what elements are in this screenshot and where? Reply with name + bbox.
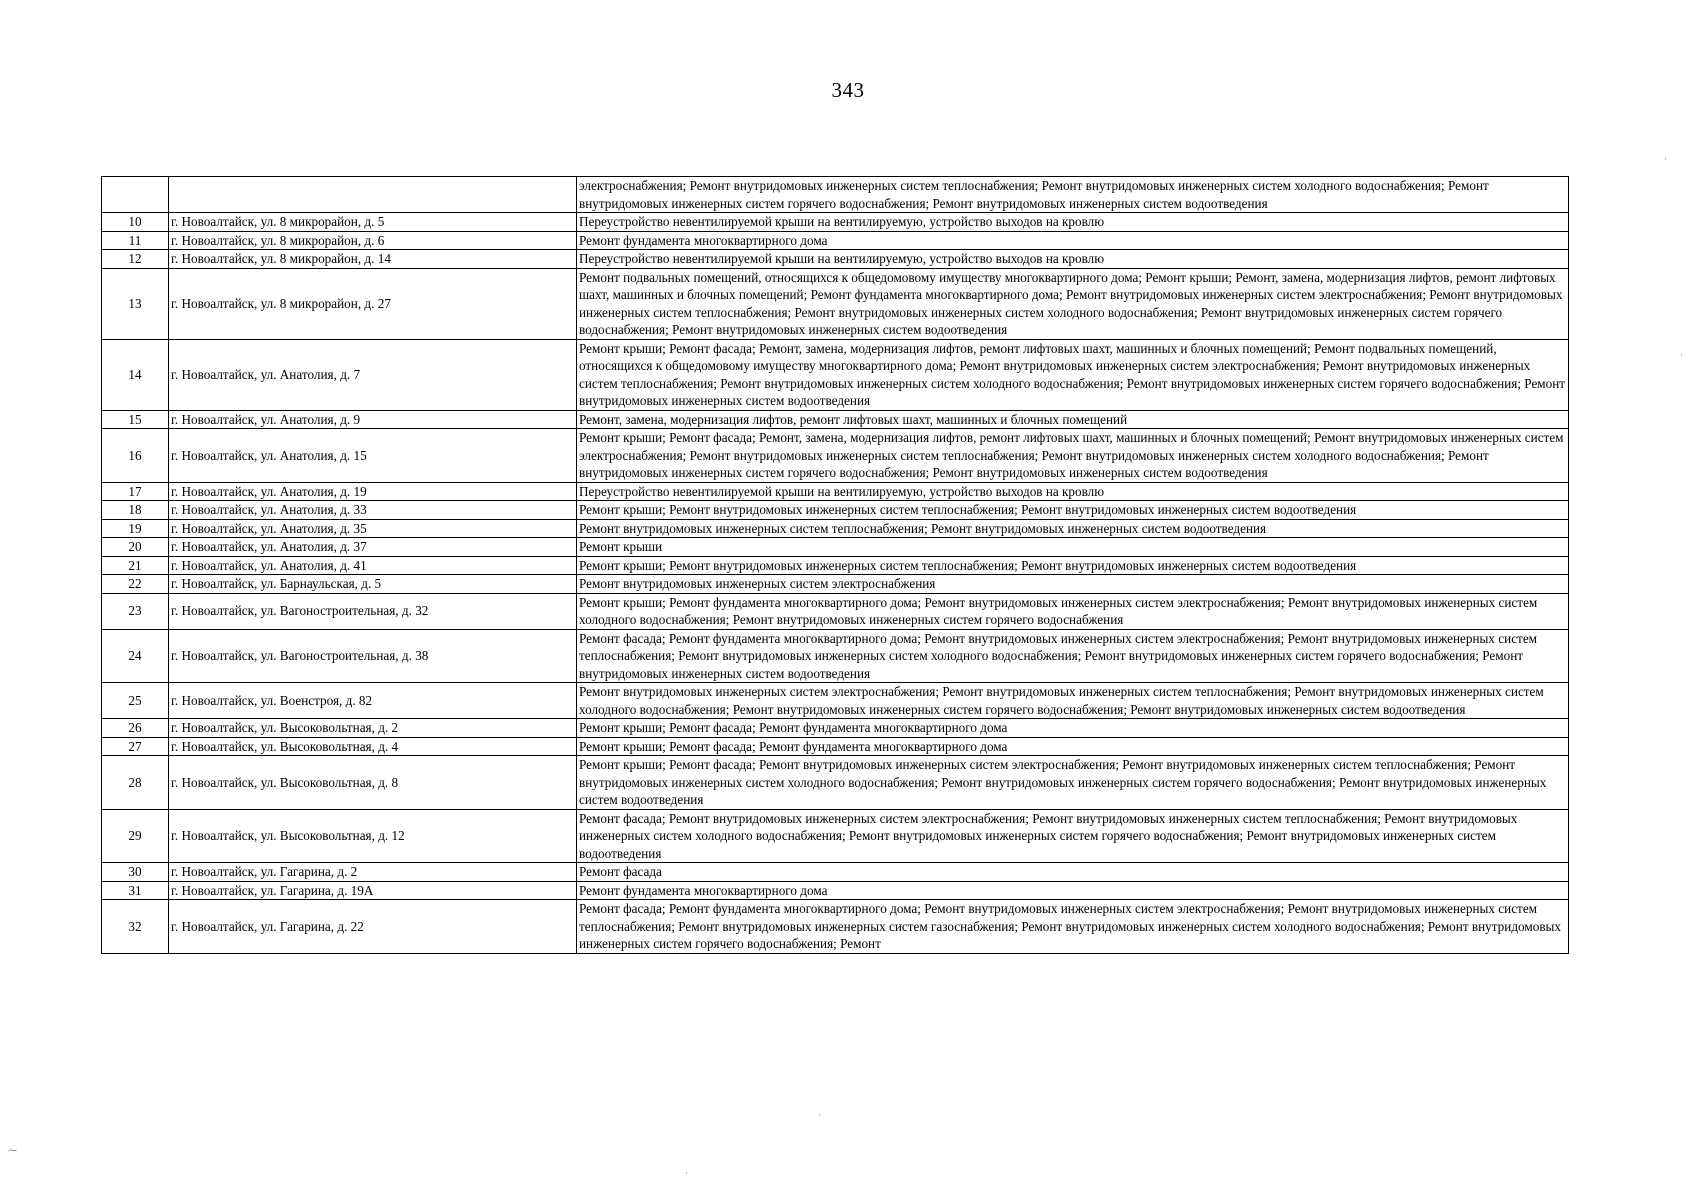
row-number-cell: 24 — [102, 629, 169, 683]
scan-speck: · — [1680, 350, 1683, 360]
address-cell: г. Новоалтайск, ул. Анатолия, д. 19 — [169, 482, 577, 501]
table-row — [102, 429, 1569, 483]
works-cell: Ремонт фасада; Ремонт фундамента многоквартирного дома; Ремонт внутридомовых инженерных систем электроснабжения; Ремонт внутридомовых инженерных систем теплоснабжения; Ремонт внутридомовых инженерных систем холодного водоснабжения; Ремонт внутридомовых инженерных систем горячего водоснабжения; Ремонт внутридомовых инженерных систем водоотведения — [577, 629, 1569, 683]
table-row — [102, 575, 1569, 594]
address-cell: г. Новоалтайск, ул. Гагарина, д. 22 — [169, 900, 577, 954]
row-number-cell: 30 — [102, 863, 169, 882]
table-row — [102, 719, 1569, 738]
address-cell: г. Новоалтайск, ул. 8 микрорайон, д. 14 — [169, 250, 577, 269]
works-cell: Ремонт крыши; Ремонт фасада; Ремонт фундамента многоквартирного дома — [577, 737, 1569, 756]
row-number-cell: 25 — [102, 683, 169, 719]
address-cell: г. Новоалтайск, ул. Высоковольтная, д. 2 — [169, 719, 577, 738]
table-row — [102, 213, 1569, 232]
row-number-cell: 19 — [102, 519, 169, 538]
works-cell: Ремонт крыши; Ремонт фасада; Ремонт, замена, модернизация лифтов, ремонт лифтовых шахт, машинных и блочных помещений; Ремонт внутридомовых инженерных систем электроснабжения; Ремонт внутридомовых инженерных систем теплоснабжения; Ремонт внутридомовых инженерных систем холодного водоснабжения; Ремонт внутридомовых инженерных систем горячего водоснабжения; Ремонт внутридомовых инженерных систем водоотведения — [577, 429, 1569, 483]
row-number-cell: 23 — [102, 593, 169, 629]
works-cell: Ремонт, замена, модернизация лифтов, ремонт лифтовых шахт, машинных и блочных помещений — [577, 410, 1569, 429]
row-number-cell: 28 — [102, 756, 169, 810]
table-row — [102, 268, 1569, 339]
row-number-cell: 26 — [102, 719, 169, 738]
row-number-cell: 32 — [102, 900, 169, 954]
table-row — [102, 683, 1569, 719]
address-cell: г. Новоалтайск, ул. Анатолия, д. 33 — [169, 501, 577, 520]
works-cell: Ремонт внутридомовых инженерных систем электроснабжения; Ремонт внутридомовых инженерных систем теплоснабжения; Ремонт внутридомовых инженерных систем холодного водоснабжения; Ремонт внутридомовых инженерных систем горячего водоснабжения; Ремонт внутридомовых инженерных систем водоотведения — [577, 683, 1569, 719]
table-row — [102, 556, 1569, 575]
works-cell: Ремонт фундамента многоквартирного дома — [577, 231, 1569, 250]
row-number-cell: 11 — [102, 231, 169, 250]
row-number-cell: 10 — [102, 213, 169, 232]
address-cell: г. Новоалтайск, ул. 8 микрорайон, д. 6 — [169, 231, 577, 250]
table-row — [102, 756, 1569, 810]
works-cell: Ремонт крыши; Ремонт внутридомовых инженерных систем теплоснабжения; Ремонт внутридомовых инженерных систем водоотведения — [577, 501, 1569, 520]
works-cell: Переустройство невентилируемой крыши на вентилируемую, устройство выходов на кровлю — [577, 482, 1569, 501]
table-row — [102, 501, 1569, 520]
row-number-cell: 20 — [102, 538, 169, 557]
works-cell: Ремонт внутридомовых инженерных систем электроснабжения — [577, 575, 1569, 594]
works-cell: Ремонт фасада; Ремонт внутридомовых инженерных систем электроснабжения; Ремонт внутридомовых инженерных систем теплоснабжения; Ремонт внутридомовых инженерных систем холодного водоснабжения; Ремонт внутридомовых инженерных систем горячего водоснабжения; Ремонт внутридомовых инженерных систем водоотведения — [577, 809, 1569, 863]
scan-speck: · — [1664, 154, 1667, 164]
works-cell: Ремонт крыши — [577, 538, 1569, 557]
row-number-cell: 15 — [102, 410, 169, 429]
works-cell: Ремонт крыши; Ремонт фасада; Ремонт, замена, модернизация лифтов, ремонт лифтовых шахт, машинных и блочных помещений; Ремонт подвальных помещений, относящихся к общедомовому имуществу многоквартирного дома; Ремонт внутридомовых инженерных систем электроснабжения; Ремонт внутридомовых инженерных систем теплоснабжения; Ремонт внутридомовых инженерных систем холодного водоснабжения; Ремонт внутридомовых инженерных систем горячего водоснабжения; Ремонт внутридомовых инженерных систем водоотведения — [577, 339, 1569, 410]
row-number-cell: 27 — [102, 737, 169, 756]
table-row — [102, 538, 1569, 557]
address-cell — [169, 177, 577, 213]
page-number: 343 — [831, 78, 865, 102]
scan-speck: · — [818, 1110, 821, 1120]
row-number-cell: 12 — [102, 250, 169, 269]
works-cell: Ремонт подвальных помещений, относящихся к общедомовому имуществу многоквартирного дома; Ремонт крыши; Ремонт, замена, модернизация лифтов, ремонт лифтовых шахт, машинных и блочных помещений; Ремонт фундамента многоквартирного дома; Ремонт внутридомовых инженерных систем электроснабжения; Ремонт внутридомовых инженерных систем теплоснабжения; Ремонт внутридомовых инженерных систем холодного водоснабжения; Ремонт внутридомовых инженерных систем горячего водоснабжения; Ремонт внутридомовых инженерных систем водоотведения — [577, 268, 1569, 339]
row-number-cell: 18 — [102, 501, 169, 520]
address-cell: г. Новоалтайск, ул. Вагоностроительная, д. 32 — [169, 593, 577, 629]
row-number-cell — [102, 177, 169, 213]
table-row — [102, 250, 1569, 269]
capital-repair-table — [101, 176, 1569, 954]
address-cell: г. Новоалтайск, ул. Высоковольтная, д. 12 — [169, 809, 577, 863]
row-number-cell: 22 — [102, 575, 169, 594]
works-cell: Ремонт крыши; Ремонт фасада; Ремонт внутридомовых инженерных систем электроснабжения; Ремонт внутридомовых инженерных систем теплоснабжения; Ремонт внутридомовых инженерных систем холодного водоснабжения; Ремонт внутридомовых инженерных систем горячего водоснабжения; Ремонт внутридомовых инженерных систем водоотведения — [577, 756, 1569, 810]
row-number-cell: 13 — [102, 268, 169, 339]
scan-speck: ⁓ — [8, 1145, 17, 1155]
table-row — [102, 900, 1569, 954]
works-cell: Ремонт крыши; Ремонт фасада; Ремонт фундамента многоквартирного дома — [577, 719, 1569, 738]
table-row — [102, 809, 1569, 863]
table-row — [102, 410, 1569, 429]
address-cell: г. Новоалтайск, ул. Анатолия, д. 9 — [169, 410, 577, 429]
row-number-cell: 14 — [102, 339, 169, 410]
address-cell: г. Новоалтайск, ул. Высоковольтная, д. 8 — [169, 756, 577, 810]
works-cell: Ремонт фасада; Ремонт фундамента многоквартирного дома; Ремонт внутридомовых инженерных систем электроснабжения; Ремонт внутридомовых инженерных систем теплоснабжения; Ремонт внутридомовых инженерных систем газоснабжения; Ремонт внутридомовых инженерных систем холодного водоснабжения; Ремонт внутридомовых инженерных систем горячего водоснабжения; Ремонт — [577, 900, 1569, 954]
works-cell: электроснабжения; Ремонт внутридомовых инженерных систем теплоснабжения; Ремонт внутридомовых инженерных систем холодного водоснабжения; Ремонт внутридомовых инженерных систем горячего водоснабжения; Ремонт внутридомовых инженерных систем водоотведения — [577, 177, 1569, 213]
row-number-cell: 16 — [102, 429, 169, 483]
address-cell: г. Новоалтайск, ул. Военстроя, д. 82 — [169, 683, 577, 719]
address-cell: г. Новоалтайск, ул. 8 микрорайон, д. 27 — [169, 268, 577, 339]
works-cell: Переустройство невентилируемой крыши на вентилируемую, устройство выходов на кровлю — [577, 213, 1569, 232]
table-row — [102, 737, 1569, 756]
table-row — [102, 231, 1569, 250]
table-row — [102, 881, 1569, 900]
table-row — [102, 593, 1569, 629]
address-cell: г. Новоалтайск, ул. Анатолия, д. 7 — [169, 339, 577, 410]
address-cell: г. Новоалтайск, ул. Анатолия, д. 35 — [169, 519, 577, 538]
table-row-continuation — [102, 177, 1569, 213]
address-cell: г. Новоалтайск, ул. Высоковольтная, д. 4 — [169, 737, 577, 756]
row-number-cell: 21 — [102, 556, 169, 575]
works-cell: Ремонт внутридомовых инженерных систем теплоснабжения; Ремонт внутридомовых инженерных систем водоотведения — [577, 519, 1569, 538]
row-number-cell: 31 — [102, 881, 169, 900]
address-cell: г. Новоалтайск, ул. Анатолия, д. 15 — [169, 429, 577, 483]
row-number-cell: 29 — [102, 809, 169, 863]
address-cell: г. Новоалтайск, ул. Гагарина, д. 2 — [169, 863, 577, 882]
table-body — [102, 177, 1569, 954]
works-cell: Ремонт фасада — [577, 863, 1569, 882]
table-row — [102, 629, 1569, 683]
works-cell: Ремонт фундамента многоквартирного дома — [577, 881, 1569, 900]
works-cell: Ремонт крыши; Ремонт внутридомовых инженерных систем теплоснабжения; Ремонт внутридомовых инженерных систем водоотведения — [577, 556, 1569, 575]
table-row — [102, 482, 1569, 501]
works-cell: Ремонт крыши; Ремонт фундамента многоквартирного дома; Ремонт внутридомовых инженерных систем электроснабжения; Ремонт внутридомовых инженерных систем холодного водоснабжения; Ремонт внутридомовых инженерных систем горячего водоснабжения — [577, 593, 1569, 629]
address-cell: г. Новоалтайск, ул. 8 микрорайон, д. 5 — [169, 213, 577, 232]
address-cell: г. Новоалтайск, ул. Гагарина, д. 19А — [169, 881, 577, 900]
address-cell: г. Новоалтайск, ул. Барнаульская, д. 5 — [169, 575, 577, 594]
table-row — [102, 519, 1569, 538]
table-row — [102, 339, 1569, 410]
scan-speck: · — [685, 1168, 688, 1178]
address-cell: г. Новоалтайск, ул. Анатолия, д. 41 — [169, 556, 577, 575]
works-cell: Переустройство невентилируемой крыши на вентилируемую, устройство выходов на кровлю — [577, 250, 1569, 269]
row-number-cell: 17 — [102, 482, 169, 501]
table-row — [102, 863, 1569, 882]
address-cell: г. Новоалтайск, ул. Анатолия, д. 37 — [169, 538, 577, 557]
address-cell: г. Новоалтайск, ул. Вагоностроительная, д. 38 — [169, 629, 577, 683]
